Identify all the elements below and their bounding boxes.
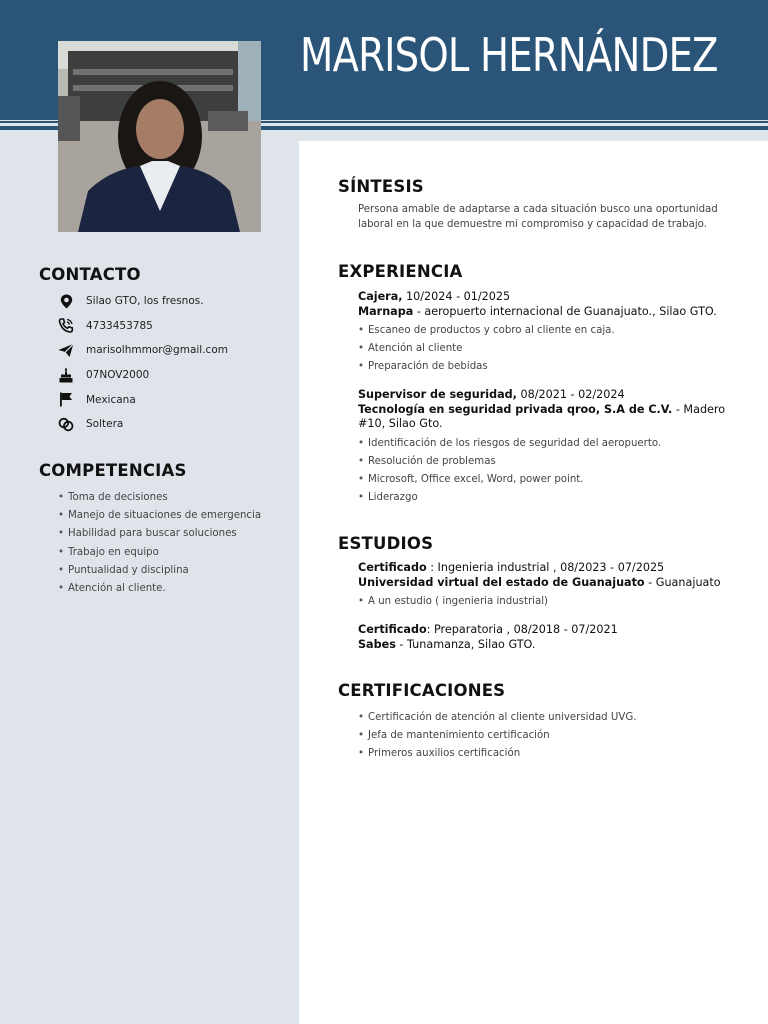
certifications-heading: CERTIFICACIONES (338, 681, 506, 700)
experience-entry (358, 290, 728, 377)
contact-item-phone (58, 314, 228, 339)
contact-item-email (58, 338, 228, 363)
contact-item-birthdate (58, 363, 228, 388)
list-item: • Resolución de problemas (358, 453, 728, 471)
list-item: • Liderazgo (358, 489, 728, 507)
job-role: Cajera, (358, 290, 403, 303)
job-duties (358, 322, 728, 377)
contact-address: Silao GTO, los fresnos. (86, 295, 204, 308)
summary-heading: SÍNTESIS (338, 177, 424, 196)
job-role: Supervisor de seguridad, (358, 388, 517, 401)
list-item: • Trabajo en equipo (58, 544, 261, 562)
education-label: Certificado (358, 561, 427, 574)
list-item: • Certificación de atención al cliente universidad UVG. (358, 709, 728, 727)
contact-email: marisolhmmor@gmail.com (86, 344, 228, 357)
job-duties (358, 435, 728, 508)
education-school: Universidad virtual del estado de Guanajuato (358, 575, 645, 589)
birthday-cake-icon (58, 367, 74, 383)
phone-icon (58, 318, 74, 334)
education-notes (358, 593, 728, 611)
job-dates: 10/2024 - 01/2025 (402, 290, 511, 303)
education-entry (358, 623, 728, 652)
job-company: Marnapa (358, 304, 414, 318)
job-dates: 08/2021 - 02/2024 (516, 388, 625, 401)
flag-icon (58, 392, 74, 408)
contact-item-marital-status (58, 412, 228, 437)
experience-heading: EXPERIENCIA (338, 262, 463, 281)
contact-phone: 4733453785 (86, 319, 153, 332)
education-place: - Guanajuato (644, 575, 721, 589)
list-item: • Jefa de mantenimiento certificación (358, 727, 728, 745)
contact-heading: CONTACTO (39, 265, 141, 284)
job-location: - Madero #10, Silao Gto. (358, 402, 726, 430)
list-item: • Microsoft, Office excel, Word, power point. (358, 471, 728, 489)
list-item: • Habilidad para buscar soluciones (58, 525, 261, 543)
list-item: • Escaneo de productos y cobro al cliente en caja. (358, 322, 728, 340)
contact-nationality: Mexicana (86, 393, 136, 406)
list-item: • Puntualidad y disciplina (58, 562, 261, 580)
list-item: • Manejo de situaciones de emergencia (58, 507, 261, 525)
contact-marital-status: Soltera (86, 418, 124, 431)
job-location: - aeropuerto internacional de Guanajuato., Silao GTO. (413, 304, 717, 318)
list-item: • Preparación de bebidas (358, 358, 728, 376)
profile-photo (58, 41, 261, 232)
send-icon (58, 342, 74, 358)
contact-item-nationality (58, 387, 228, 412)
education-label: Certificado (358, 623, 427, 636)
education-place: - Tunamanza, Silao GTO. (395, 637, 536, 651)
list-item: • Atención al cliente. (58, 580, 261, 598)
list-item: • Atención al cliente (358, 340, 728, 358)
contact-birthdate: 07NOV2000 (86, 369, 150, 382)
list-item: • Identificación de los riesgos de seguridad del aeropuerto. (358, 435, 728, 453)
rings-icon (58, 416, 74, 432)
person-name: MARISOL HERNÁNDEZ (300, 28, 718, 82)
job-company: Tecnología en seguridad privada qroo, S.A de C.V. (358, 402, 673, 416)
education-heading: ESTUDIOS (338, 534, 434, 553)
list-item: • Primeros auxilios certificación (358, 745, 728, 763)
contact-item-address (58, 289, 228, 314)
education-school: Sabes (358, 637, 396, 651)
summary-text: Persona amable de adaptarse a cada situación busco una oportunidad laboral en la que demuestre mi compromiso y capacidad de trabajo. (358, 204, 718, 230)
skills-list (58, 489, 261, 598)
education-detail: : Ingenieria industrial , 08/2023 - 07/2025 (426, 561, 665, 574)
location-pin-icon (58, 293, 74, 309)
list-item: • A un estudio ( ingenieria industrial) (358, 593, 728, 611)
certifications-list (358, 709, 728, 764)
education-entry (358, 561, 728, 611)
education-detail: : Preparatoria , 08/2018 - 07/2021 (426, 623, 618, 636)
experience-entry (358, 388, 728, 507)
contact-list (58, 289, 228, 437)
skills-heading: COMPETENCIAS (39, 461, 187, 480)
list-item: • Toma de decisiones (58, 489, 261, 507)
